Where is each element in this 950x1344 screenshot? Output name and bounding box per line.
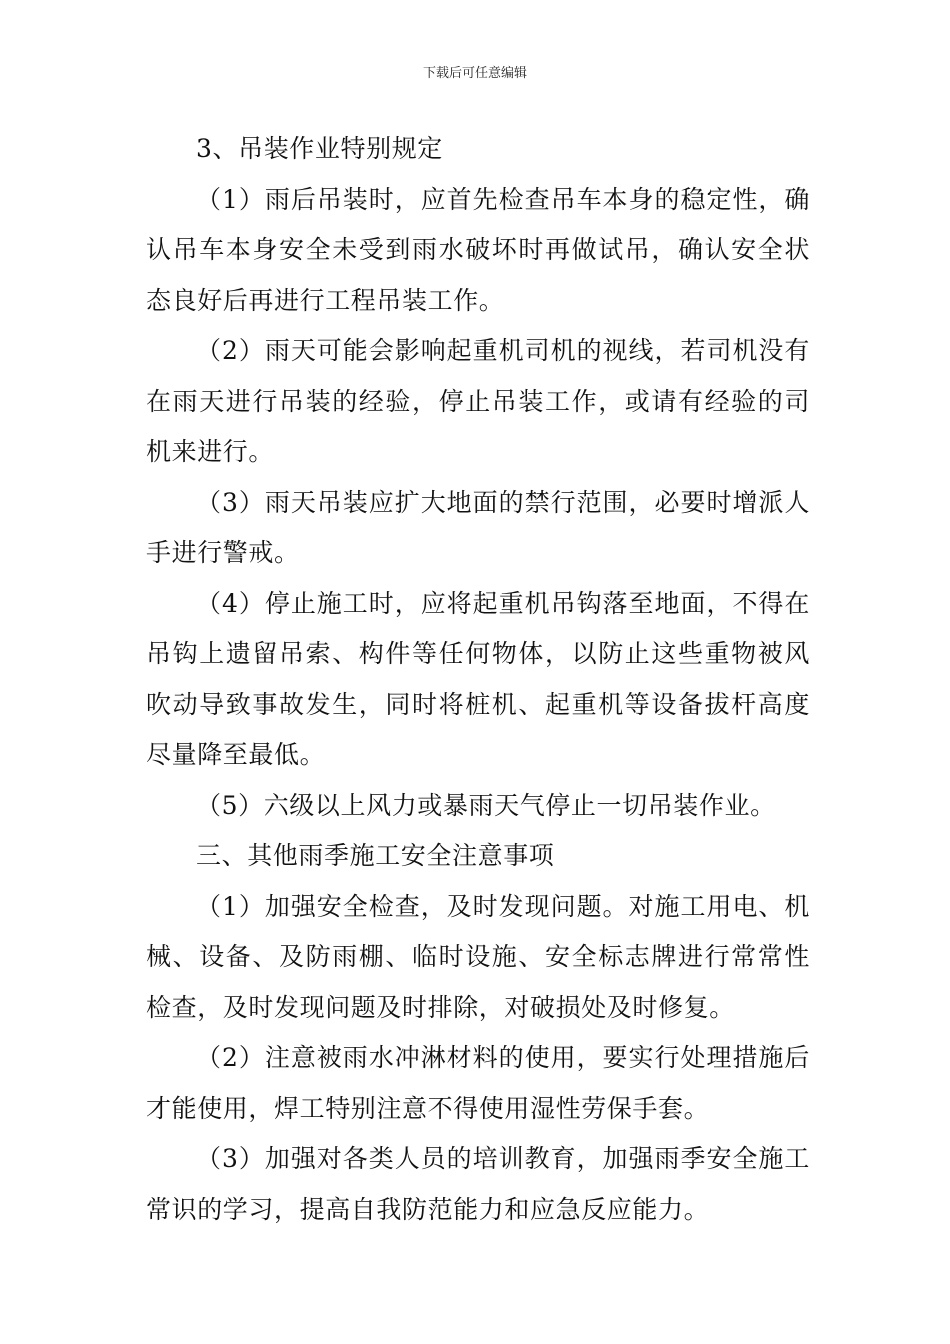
paragraph-item-3: （3）雨天吊装应扩大地面的禁行范围，必要时增派人手进行警戒。	[146, 487, 810, 567]
paragraph-item-safety-2: （2）注意被雨水冲淋材料的使用，要实行处理措施后才能使用，焊工特别注意不得使用湿性劳保手套。	[146, 1043, 810, 1123]
section-heading-other-safety: 三、其他雨季施工安全注意事项	[196, 841, 555, 870]
paragraph-item-4: （4）停止施工时，应将起重机吊钩落至地面，不得在吊钩上遗留吊索、构件等任何物体，以防止这些重物被风吹动导致事故发生，同时将桩机、起重机等设备拔杆高度尽量降至最低。	[146, 588, 810, 769]
paragraph-item-2: （2）雨天可能会影响起重机司机的视线，若司机没有在雨天进行吊装的经验，停止吊装工作，或请有经验的司机来进行。	[146, 336, 810, 466]
page-header: 下载后可任意编辑	[422, 66, 527, 81]
paragraph-item-1: （1）雨后吊装时，应首先检查吊车本身的稳定性，确认吊车本身安全未受到雨水破坏时再做试吊，确认安全状态良好后再进行工程吊装工作。	[146, 184, 810, 315]
paragraph-item-safety-3: （3）加强对各类人员的培训教育，加强雨季安全施工常识的学习，提高自我防范能力和应急反应能力。	[146, 1144, 810, 1224]
paragraph-item-safety-1: （1）加强安全检查，及时发现问题。对施工用电、机械、设备、及防雨棚、临时设施、安全标志牌进行常常性检查，及时发现问题及时排除，对破损处及时修复。	[146, 891, 810, 1022]
section-heading-lifting: 3、吊装作业特别规定	[196, 134, 443, 163]
document-body	[146, 124, 810, 1235]
paragraph-item-5: （5）六级以上风力或暴雨天气停止一切吊装作业。	[196, 790, 776, 820]
